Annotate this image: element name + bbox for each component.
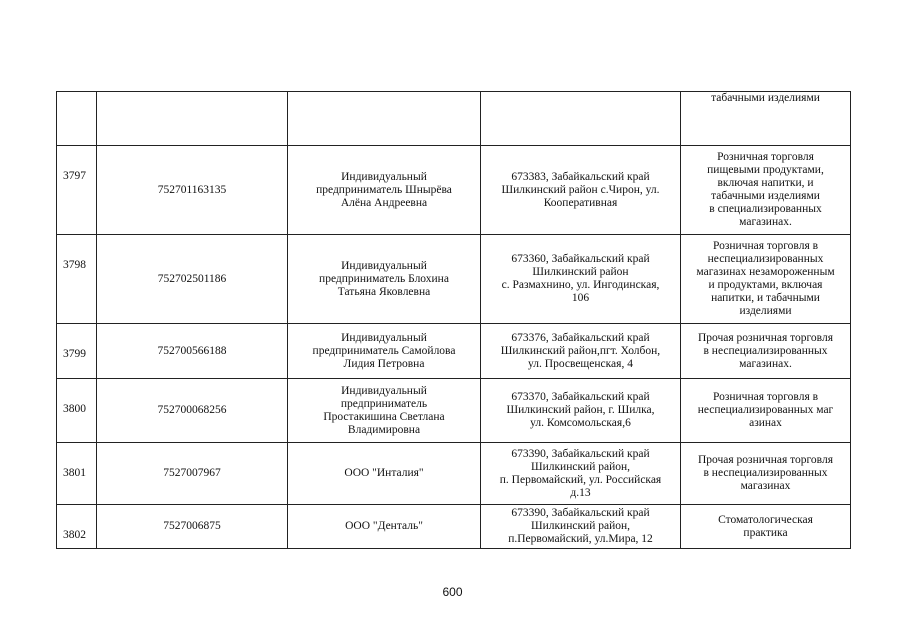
- cell-name: [288, 92, 481, 146]
- cell-activity-line: Розничная торговля: [717, 151, 814, 163]
- cell-address-line: Шилкинский район,: [530, 460, 631, 473]
- cell-address-line: п.Первомайский, ул.Мира, 12: [508, 533, 653, 545]
- page-number: 600: [442, 585, 463, 599]
- cell-name-line: Индивидуальный: [341, 331, 427, 344]
- cell-name-line: Индивидуальный: [341, 170, 427, 183]
- cell-activity: [681, 235, 851, 324]
- cell-name-line: предприниматель: [340, 397, 428, 410]
- cell-activity-line: пищевыми продуктами,: [707, 164, 824, 176]
- cell-address: [481, 443, 681, 505]
- cell-activity: [681, 92, 851, 146]
- registry-table: [56, 91, 851, 549]
- cell-activity-line: табачными изделиями: [711, 190, 820, 202]
- cell-address-line: 673383, Забайкальский край: [511, 170, 650, 183]
- cell-number: 3802: [57, 505, 97, 549]
- cell-address-line: 673390, Забайкальский край: [511, 447, 650, 460]
- cell-activity-line: в неспециализированных: [703, 344, 828, 357]
- cell-address-line: ул. Просвещенская, 4: [528, 357, 633, 370]
- cell-name-line: Татьяна Яковлевна: [337, 285, 431, 298]
- cell-activity-line: практика: [743, 526, 788, 539]
- cell-activity-line: напитки, и табачными: [711, 292, 820, 304]
- table-row: [57, 235, 851, 324]
- table-row: [57, 324, 851, 379]
- cell-address-line: Шилкинский район,: [530, 520, 631, 532]
- cell-activity-line: и продуктами, включая: [708, 279, 823, 291]
- cell-name-line: Владимировна: [347, 423, 421, 436]
- cell-activity: [681, 379, 851, 443]
- table-row: [57, 379, 851, 443]
- cell-name: [288, 443, 481, 505]
- cell-name: [288, 505, 481, 549]
- cell-activity-line: магазинах.: [739, 357, 792, 370]
- cell-name: [288, 324, 481, 379]
- cell-inn: 752701163135: [97, 146, 288, 235]
- cell-address-line: 673376, Забайкальский край: [511, 331, 650, 344]
- cell-address-line: ул. Комсомольская,6: [530, 417, 631, 429]
- cell-address: [481, 324, 681, 379]
- table-row: [57, 146, 851, 235]
- cell-activity-line: магазинах.: [739, 216, 792, 228]
- table-row: [57, 505, 851, 549]
- cell-address: [481, 92, 681, 146]
- cell-activity-line: Прочая розничная торговля: [698, 454, 833, 466]
- cell-activity: [681, 324, 851, 379]
- cell-inn: 7527006875: [97, 505, 288, 549]
- cell-inn: 752702501186: [97, 235, 288, 324]
- cell-name-line: ООО "Инталия": [344, 467, 424, 479]
- cell-activity-line: магазинах: [740, 480, 791, 492]
- cell-activity: [681, 146, 851, 235]
- cell-address-line: п. Первомайский, ул. Российская: [499, 473, 662, 486]
- cell-address-line: Шилкинский район,пгт. Холбон,: [500, 344, 661, 357]
- cell-activity-line: изделиями: [739, 305, 792, 317]
- cell-name: [288, 235, 481, 324]
- cell-inn: 752700068256: [97, 379, 288, 443]
- cell-activity-line: включая напитки, и: [717, 177, 814, 189]
- cell-name-line: предприниматель Шнырёва: [316, 183, 452, 196]
- cell-inn: [97, 92, 288, 146]
- cell-name-line: предприниматель Блохина: [319, 272, 449, 285]
- cell-address-line: 673360, Забайкальский край: [511, 253, 650, 265]
- cell-name: [288, 379, 481, 443]
- table-row: [57, 92, 851, 146]
- cell-activity-line: Розничная торговля в: [712, 240, 819, 252]
- cell-name-line: Индивидуальный: [341, 259, 427, 272]
- cell-address-line: 673370, Забайкальский край: [511, 391, 650, 403]
- cell-address-line: Кооперативная: [543, 196, 618, 209]
- cell-address: [481, 505, 681, 549]
- cell-number: [57, 92, 97, 146]
- cell-address-line: 673390, Забайкальский край: [511, 507, 650, 519]
- cell-name-line: ООО "Денталь": [345, 520, 423, 532]
- cell-address-line: 106: [571, 292, 590, 304]
- cell-number: 3799: [57, 324, 97, 379]
- cell-address-line: Шилкинский район: [532, 266, 629, 278]
- cell-inn: 752700566188: [97, 324, 288, 379]
- cell-activity-line: магазинах незамороженным: [696, 266, 835, 278]
- cell-activity-line: Стоматологическая: [718, 513, 813, 526]
- cell-number: 3798: [57, 235, 97, 324]
- cell-address: [481, 235, 681, 324]
- table-row: [57, 443, 851, 505]
- cell-activity-line: в специализированных: [709, 203, 822, 215]
- cell-address-line: Шилкинский район, г. Шилка,: [506, 404, 655, 416]
- cell-number: 3797: [57, 146, 97, 235]
- cell-activity-line: неспециализированных маг: [697, 404, 834, 416]
- cell-address: [481, 146, 681, 235]
- cell-name-line: Простакишина Светлана: [323, 410, 445, 423]
- cell-number: 3800: [57, 379, 97, 443]
- cell-inn: 7527007967: [97, 443, 288, 505]
- cell-address-line: Шилкинский район с.Чирон, ул.: [501, 183, 660, 196]
- cell-number: 3801: [57, 443, 97, 505]
- cell-activity-line: Розничная торговля в: [712, 391, 819, 403]
- cell-name-line: Алёна Андреевна: [340, 196, 428, 209]
- cell-activity-line: в неспециализированных: [703, 467, 828, 479]
- cell-activity-line: табачными изделиями: [711, 92, 820, 104]
- cell-address: [481, 379, 681, 443]
- cell-activity-line: неспециализированных: [707, 253, 824, 265]
- cell-name-line: предприниматель Самойлова: [312, 344, 456, 357]
- cell-address-line: д.13: [570, 486, 591, 499]
- cell-name-line: Индивидуальный: [341, 384, 427, 397]
- registry-table-body: [57, 92, 851, 549]
- cell-name: [288, 146, 481, 235]
- cell-activity-line: азинах: [749, 417, 782, 429]
- cell-address-line: с. Размахнино, ул. Ингодинская,: [501, 279, 660, 291]
- cell-activity: [681, 443, 851, 505]
- cell-activity-line: Прочая розничная торговля: [698, 331, 833, 344]
- cell-name-line: Лидия Петровна: [343, 357, 425, 370]
- cell-activity: [681, 505, 851, 549]
